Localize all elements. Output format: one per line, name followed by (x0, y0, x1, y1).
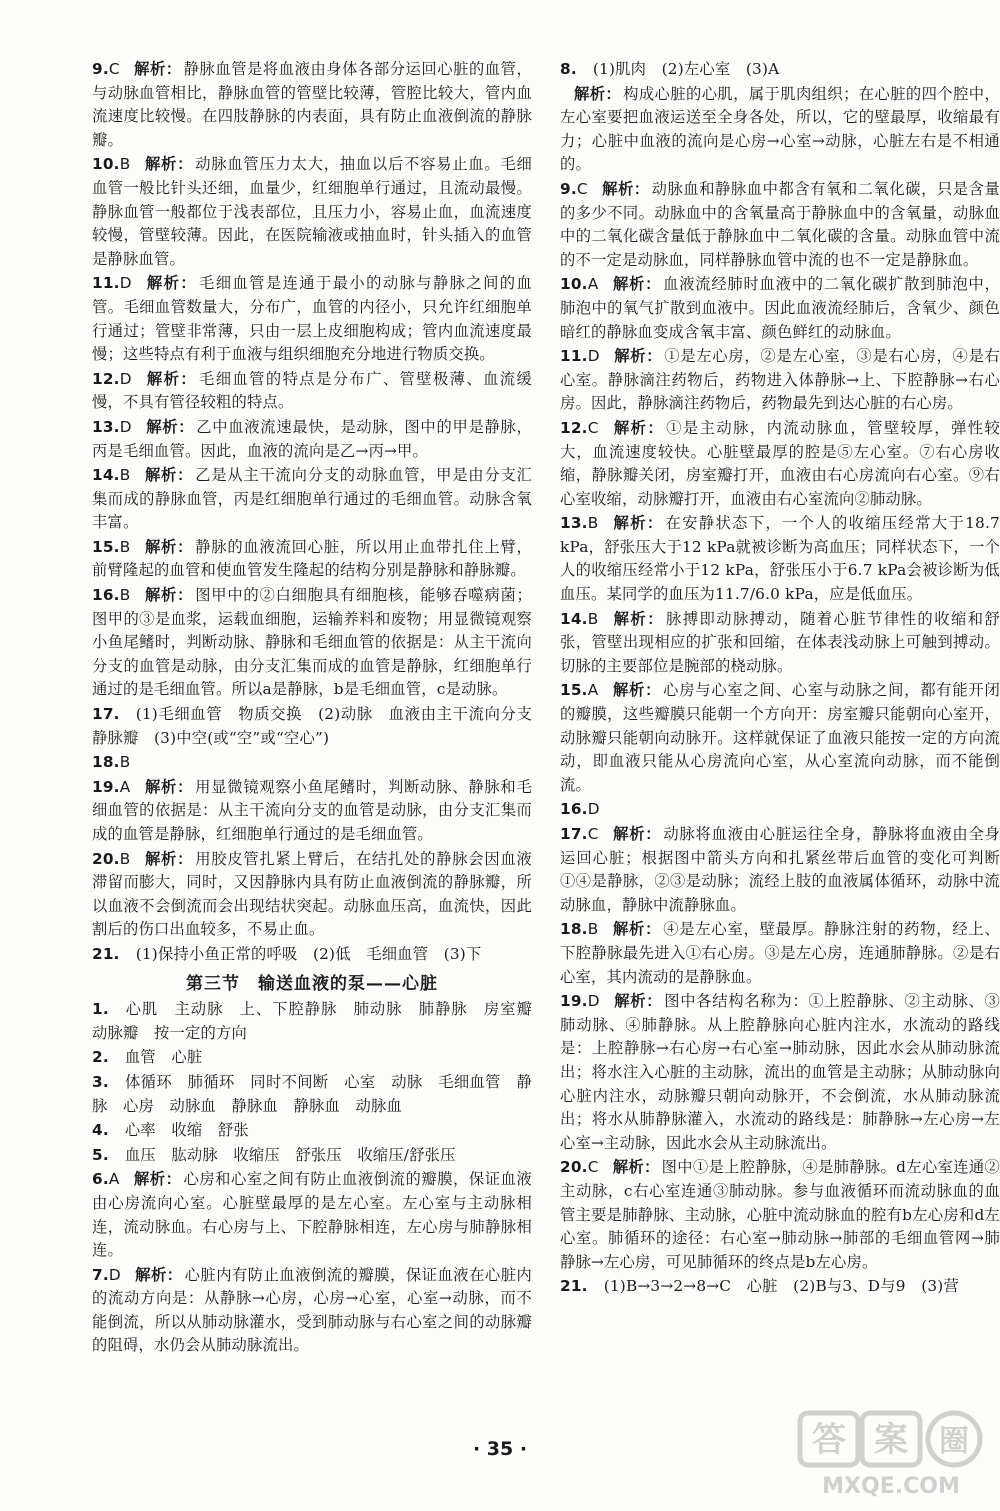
answer-number: 15. (92, 537, 120, 556)
analysis-text: (1)毛细血管 物质交换 (2)动脉 血液由主干流向分支 静脉瓣 (3)中空(或“空”或“空心”) (92, 705, 548, 747)
analysis-label: 解析： (144, 537, 194, 556)
answer-number: 8. (560, 60, 577, 78)
answer-number: 2. (92, 1048, 109, 1067)
answer-number: 20. (560, 1158, 588, 1177)
analysis-text: 心率 收缩 舒张 (124, 1121, 249, 1140)
analysis-label: 解析： (144, 155, 194, 174)
answer-number: 16. (92, 586, 120, 605)
answer-choice: C (587, 1158, 599, 1177)
analysis-label: 解析： (144, 586, 194, 605)
answer-item (560, 345, 1000, 416)
answer-item (560, 178, 1000, 272)
answer-list-right (560, 58, 1000, 1299)
answer-number: 10. (92, 155, 120, 174)
analysis-label: 解析： (144, 466, 194, 485)
analysis-text: 心脏内有防止血液倒流的瓣膜，保证血液在心脏内的流动方向是：从静脉→心房，心房→心室，心室→动脉，而不能倒流，所以从肺动脉灌水，受到肺动脉与右心室之间的动脉瓣的阻碍，水仍会从肺动脉流出。 (92, 1265, 532, 1355)
answer-number: 15. (560, 681, 588, 700)
answer-item (92, 584, 532, 702)
analysis-text: 血管 心脏 (124, 1048, 203, 1067)
answer-item (560, 512, 1000, 606)
answer-item (560, 417, 1000, 511)
answer-item (560, 823, 1000, 917)
svg-text:圈: 圈 (939, 1424, 969, 1459)
answer-item (92, 153, 532, 271)
answer-number: 10. (560, 275, 588, 294)
answer-number: 19. (560, 992, 588, 1011)
answer-number: 6. (92, 1170, 109, 1189)
analysis-label: 解析： (145, 417, 195, 436)
answer-choice: B (119, 586, 131, 605)
analysis-text: 心房和心室之间有防止血液倒流的瓣膜，保证血液由心房流向心室。心脏壁最厚的是左心室。左心室与主动脉相连，流动脉血。右心房与上、下腔静脉相连，左心房与肺静脉相连。 (92, 1170, 532, 1260)
answer-number: 20. (92, 849, 120, 868)
answer-choice: A (108, 1170, 120, 1189)
analysis-text: 乙是从主干流向分支的动脉血管，甲是由分支汇集而成的静脉血管，丙是红细胞单行通过的毛细血管。动脉含氧丰富。 (92, 466, 533, 532)
analysis-text: (1)保持小鱼正常的呼吸 (2)低 毛细血管 (3)下 (135, 944, 482, 963)
answer-choice: C (587, 418, 599, 437)
analysis-text: 毛细血管的特点是分布广、管壁极薄、血流缓慢，不具有管径较粗的特点。 (92, 369, 532, 412)
analysis-label: 解析： (574, 84, 622, 103)
analysis-label: 解析： (613, 347, 663, 366)
answer-item (92, 58, 532, 152)
analysis-label: 解析： (133, 1170, 182, 1189)
answer-choice: B (119, 466, 131, 485)
analysis-text: 图甲中的②白细胞具有细胞核，能够吞噬病菌；图甲的③是血浆，运载血细胞，运输养料和废物；用显微镜观察小鱼尾鳍时，判断动脉、静脉和毛细血管的依据是：从主干流向分支的血管是动脉，由分支汇集而成的血管是静脉，红细胞单行通过的是毛细血管。所以a是静脉，b是毛细血管，c是动脉。 (92, 586, 533, 699)
answer-number: 16. (560, 800, 588, 819)
analysis-text: 静脉血管是将血液由身体各部分运回心脏的血管，与动脉血管相比，静脉血管的管壁比较薄，管腔比较大，管内血流速度比较慢。在四肢静脉的内表面，具有防止血液倒流的静脉瓣。 (92, 60, 532, 149)
analysis-label: 解析： (144, 777, 194, 796)
answer-number: 9. (560, 179, 577, 198)
watermark-logo-icon (796, 1409, 986, 1499)
analysis-text: 心房与心室之间、心室与动脉之间，都有能开闭的瓣膜，这些瓣膜只能朝一个方向开：房室瓣只能朝向心室开，动脉瓣只能朝向动脉开。这样就保证了血液只能按一定的方向流动，即血液只能从心房流向心室，从心室流向动脉，而不能倒流。 (560, 681, 1000, 794)
analysis-text: (1)B→3→2→8→C 心脏 (2)B与3、D与9 (3)营 (603, 1277, 959, 1296)
analysis-text: ①是左心房，②是左心室，③是右心房，④是右心室。静脉滴注药物后，药物进入体静脉→上、下腔静脉→右心房。因此，静脉滴注药物后，药物最先到达心脏的右心房。 (560, 347, 1000, 413)
answer-number: 14. (92, 466, 120, 485)
answer-item (92, 1119, 532, 1143)
answer-number: 18. (92, 753, 120, 772)
answer-number: 1. (92, 1000, 109, 1019)
answer-choice: D (587, 800, 600, 819)
answer-item (92, 416, 532, 463)
analysis-text: 动脉将血液由心脏运往全身，静脉将血液由全身运回心脏；根据图中箭头方向和扎紧丝带后血管的变化可判断①④是静脉，②③是动脉；流经上肢的血液属体循环，动脉中流动脉血，静脉中流静脉血。 (560, 825, 1000, 914)
answer-number: 21. (92, 944, 120, 963)
analysis-label: 解析： (612, 920, 662, 939)
answer-item (92, 272, 532, 366)
analysis-text: 毛细血管是连通于最小的动脉与静脉之间的血管。毛细血管数量大，分布广，血管的内径小，只允许红细胞单行通过；管壁非常薄，只由一层上皮细胞构成；管内血流速度最慢；这些特点有利于血液与组织细胞充分地进行物质交换。 (92, 274, 532, 364)
left-column (92, 58, 548, 1359)
section-title: 第三节 输送血液的泵——心脏 (186, 973, 438, 994)
answer-choice: D (587, 992, 600, 1011)
answer-item (92, 1144, 532, 1168)
answer-number: 3. (92, 1072, 109, 1091)
answer-item (560, 83, 1000, 177)
answer-item (92, 1071, 532, 1118)
answer-item (92, 1264, 532, 1358)
answer-item (560, 1156, 1000, 1274)
answer-list-section-3 (92, 998, 548, 1358)
answer-number: 21. (560, 1277, 588, 1296)
answer-item (92, 848, 532, 942)
analysis-label: 解析： (612, 418, 665, 437)
analysis-text: 血液流经肺时血液中的二氧化碳扩散到肺泡中，肺泡中的氧气扩散到血液中。因此血液流经肺后，含氧少、颜色暗红的静脉血变成含氧丰富、颜色鲜红的动脉血。 (560, 275, 1000, 341)
answer-choice: D (119, 417, 132, 436)
answer-number: 18. (560, 920, 588, 939)
answer-choice: B (587, 514, 599, 533)
answer-number: 11. (92, 274, 120, 293)
analysis-text: 动脉血管压力太大，抽血以后不容易止血。毛细血管一般比针头还细，血量少，红细胞单行通过，且流动最慢。静脉血管一般都位于浅表部位，且压力小，容易止血，血流速度较慢，管壁较薄。因此，在医院输液或抽血时，针头插入的血管是静脉血管。 (92, 155, 533, 268)
answer-number: 13. (92, 417, 120, 436)
answer-choice: B (119, 753, 131, 772)
answer-item (560, 679, 1000, 797)
analysis-text: ④是左心室，壁最厚。静脉注射的药物，经上、下腔静脉最先进入①右心房。③是左心房，连通肺静脉。②是右心室，其内流动的是静脉血。 (560, 920, 1000, 986)
analysis-text: 用显微镜观察小鱼尾鳍时，判断动脉、静脉和毛细血管的依据是：从主干流向分支的血管是动脉，由分支汇集而成的血管是静脉，红细胞单行通过的是毛细血管。 (92, 777, 532, 843)
answer-item (92, 464, 532, 535)
analysis-text: 乙中血液流速最快，是动脉，图中的甲是静脉，丙是毛细血管。因此，血液的流向是乙→丙→甲。 (92, 417, 532, 460)
answer-choice: B (119, 849, 131, 868)
answer-choice: C (576, 179, 588, 198)
analysis-text: 图中各结构名称为：①上腔静脉、②主动脉、③肺动脉、④肺静脉。从上腔静脉向心脏内注水，水流动的路线是：上腔静脉→右心房→右心室→肺动脉，因此水会从肺动脉流出；将水注入心脏的主动脉，流出的血管是主动脉；从肺动脉向心脏内注水，动脉瓣只朝向动脉开，不会倒流，水从肺动脉流出；将水从肺静脉灌入，水流动的路线是：肺静脉→左心房→左心室→主动脉，因此水会从主动脉流出。 (560, 992, 1000, 1152)
analysis-label: 解析： (133, 60, 182, 78)
answer-item (560, 273, 1000, 344)
answer-number: 17. (560, 825, 588, 843)
analysis-label: 解析： (145, 369, 198, 388)
answer-item (92, 998, 548, 1045)
answer-choice: C (587, 825, 599, 843)
analysis-label: 解析： (134, 1265, 183, 1284)
answer-item (560, 58, 1000, 82)
answer-number: 12. (560, 418, 588, 437)
analysis-text: (1)肌肉 (2)左心室 (3)A (592, 60, 780, 78)
answer-number: 9. (92, 60, 109, 78)
answer-item (560, 608, 1000, 679)
answer-item (92, 943, 532, 967)
answer-number: 14. (560, 609, 588, 628)
answer-item (560, 1275, 1000, 1299)
answer-number: 5. (92, 1145, 109, 1164)
answer-item (92, 536, 532, 583)
answer-number: 4. (92, 1121, 109, 1140)
svg-text:案: 案 (874, 1420, 908, 1460)
watermark-logo (796, 1409, 986, 1499)
right-column (560, 58, 1000, 1300)
page-number: · 35 · (472, 1438, 528, 1460)
analysis-label: 解析： (612, 825, 662, 843)
answer-item (92, 368, 532, 415)
answer-list-section-2 (92, 58, 548, 967)
answer-choice: C (108, 60, 120, 78)
answer-number: 7. (92, 1265, 109, 1284)
analysis-text: 构成心脏的心肌，属于肌肉组织；在心脏的四个腔中，左心室要把血液运送至全身各处，所以，它的壁最厚，收缩最有力；心脏中血液的流向是心房→心室→动脉，心脏左右是不相通的。 (560, 84, 1000, 174)
answer-choice: B (119, 537, 131, 556)
analysis-text: 动脉血和静脉血中都含有氧和二氧化碳，只是含量的多少不同。动脉血中的含氧量高于静脉血中的含氧量，动脉血中的二氧化碳含量低于静脉血中二氧化碳的含量。动脉血管中流的不一定是动脉血，同样静脉血管中流的也不一定是静脉血。 (560, 179, 1000, 269)
analysis-label: 解析： (601, 179, 650, 198)
answer-item (560, 918, 1000, 989)
answer-item (92, 1046, 532, 1070)
answer-choice: B (587, 609, 599, 628)
answer-number: 17. (92, 705, 120, 724)
analysis-label: 解析： (145, 274, 198, 293)
answer-choice: A (587, 681, 599, 700)
analysis-text: 在安静状态下，一个人的收缩压经常大于18.7 kPa，舒张压大于12 kPa就被诊断为高血压；同样状态下，一个人的收缩压经常小于12 kPa，舒张压小于6.7 kPa会被诊断为低血压。某同学的血压为11.7/6.0 kPa，应是低血压。 (560, 514, 1000, 604)
answer-item (92, 776, 532, 847)
answer-number: 11. (560, 347, 588, 366)
analysis-label: 解析： (612, 681, 662, 700)
analysis-text: 静脉的血液流回心脏，所以用止血带扎住上臂，前臂隆起的血管和使血管发生隆起的结构分别是静脉和静脉瓣。 (92, 537, 533, 580)
answer-choice: D (119, 274, 132, 293)
analysis-label: 解析： (612, 275, 662, 294)
answer-choice: A (119, 777, 131, 796)
answer-choice: D (108, 1265, 121, 1284)
analysis-text: ①是主动脉，内流动脉血，管壁较厚，弹性较大，血流速度较快。心脏壁最厚的腔是⑤左心室。⑦右心房收缩，静脉瓣关闭，房室瓣打开，血液由右心房流向右心室。⑨右心室收缩，动脉瓣打开，血液由右心室流向②肺动脉。 (560, 418, 1000, 508)
answer-choice: B (587, 920, 599, 939)
analysis-text: 图中①是上腔静脉，④是肺静脉。d左心室连通②主动脉，c右心室连通③肺动脉。参与血液循环而流动脉血的血管主要是肺静脉、主动脉，心脏中流动脉血的腔有b左心房和d左心室。肺循环的途径：右心室→肺动脉→肺部的毛细血管网→肺静脉→左心房，可见肺循环的终点是b左心房。 (560, 1158, 1000, 1271)
svg-text:MXQE.COM: MXQE.COM (822, 1474, 960, 1499)
analysis-text: 心肌 主动脉 上、下腔静脉 肺动脉 肺静脉 房室瓣 动脉瓣 按一定的方向 (92, 1000, 548, 1042)
analysis-text: 血压 肱动脉 收缩压 舒张压 收缩压/舒张压 (124, 1145, 456, 1164)
answer-number: 13. (560, 514, 588, 533)
analysis-text: 脉搏即动脉搏动，随着心脏节律性的收缩和舒张，管壁出现相应的扩张和回缩，在体表浅动脉上可触到搏动。切脉的主要部位是腕部的桡动脉。 (560, 609, 1000, 675)
analysis-label: 解析： (144, 849, 194, 868)
analysis-text: 体循环 肺循环 同时不间断 心室 动脉 毛细血管 静脉 心房 动脉血 静脉血 静脉血 动脉血 (92, 1072, 532, 1115)
answer-choice: A (587, 275, 599, 294)
answer-item (92, 703, 548, 750)
analysis-label: 解析： (613, 992, 663, 1011)
answer-item (560, 798, 1000, 822)
svg-text:答: 答 (812, 1420, 846, 1460)
analysis-label: 解析： (612, 1158, 660, 1177)
answer-item (92, 1168, 532, 1262)
answer-choice: D (119, 369, 132, 388)
answer-choice: B (119, 155, 131, 174)
analysis-label: 解析： (612, 514, 664, 533)
answer-item (92, 751, 532, 775)
answer-item (560, 990, 1000, 1155)
analysis-text: 用胶皮管扎紧上臂后，在结扎处的静脉会因血液滞留而膨大，同时，又因静脉内具有防止血液倒流的静脉瓣，所以血液不会倒流而会出现结状突起。动脉血压高，血流快，因此割后的伤口出血较多，不易止血。 (92, 849, 533, 939)
answer-number: 19. (92, 777, 120, 796)
answer-number: 12. (92, 369, 120, 388)
analysis-label: 解析： (612, 609, 664, 628)
answer-choice: D (587, 347, 600, 366)
